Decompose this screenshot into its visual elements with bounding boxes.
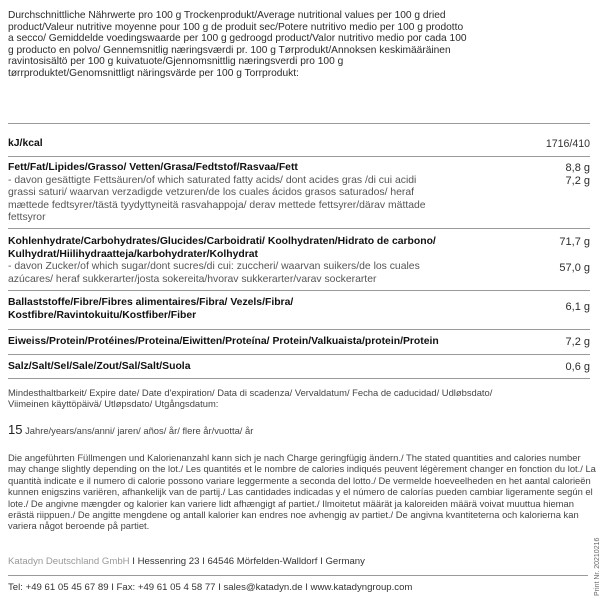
salt-row	[8, 361, 590, 374]
carbs-row	[8, 236, 590, 286]
company-name: Katadyn Deutschland GmbH	[8, 556, 130, 567]
energy-label: kJ/kcal	[8, 138, 43, 149]
intro-text: Durchschnittliche Nährwerte pro 100 g Trockenprodukt/Average nutritional values per 100 g dried product/Valeur nutritive moyenne pour 100 g de produit sec/Potere nutritivo medio per 100 g prodotto a secco/ Gemiddelde voedingswaarde per 100 g gedroogd product/Valor nutritivo medio por cada 100 g producto en polvo/ Gennemsnitlig næringsværdi pr. 100 g Tørprodukt/Annoksen keskimääräinen ravintosisältö per 100 g kuivatuote/Gjennomsnittlig næringsverdi pro 100 g tørrproduktet/Genomsnittligt näringsvärde per 100 g Torrprodukt:	[8, 10, 467, 79]
protein-label: Eiweiss/Protein/Protéines/Proteina/Eiwitten/Proteína/ Protein/Valkuaista/protein/Protein	[8, 336, 439, 347]
divider	[8, 123, 590, 124]
protein-row	[8, 336, 590, 349]
shelf-life-units: Jahre/years/ans/anni/ jaren/ años/ år/ flere år/vuotta/ år	[25, 425, 254, 436]
fat-row	[8, 162, 590, 225]
divider	[8, 378, 590, 379]
fat-label: Fett/Fat/Lipides/Grasso/ Vetten/Grasa/Fedtstof/Rasvaa/Fett	[8, 162, 298, 173]
company-address	[8, 556, 588, 568]
print-number: Print Nr. 20210216	[594, 537, 601, 596]
carbs-value: 71,7 g	[559, 236, 590, 248]
protein-value: 7,2 g	[565, 336, 590, 348]
carbs-label: Kohlenhydrate/Carbohydrates/Glucides/Carboidrati/ Koolhydraten/Hidrato de carbono/ Kulhydrat/Hiilihydraatteja/karbohydrater/Kolhydrat	[8, 236, 436, 260]
sugar-value: 57,0 g	[559, 262, 590, 274]
divider	[8, 156, 590, 157]
sugar-label: - davon Zucker/of which sugar/dont sucres/di cui: zuccheri/ waarvan suikers/de los cuales azúcares/ heraf sukkerarter/josta sokereita/hvorav sukkerarter/varav sockerarter	[8, 261, 420, 285]
saturated-fat-value: 7,2 g	[565, 175, 590, 187]
divider	[8, 228, 590, 229]
disclaimer-text: Die angeführten Füllmengen und Kalorienanzahl kann sich je nach Charge geringfügig ändern./ The stated quantities and calories number may change slightly depending on the lot./ Les quantités et le nombre de calories indiqués peuvent légèrement changer en fonction du lot./ La quantità indicate e il numero di calorie possono variare leggermente a seconda del lotto./ De vermelde hoeveelheden en het aantal calorieën kunnen enigszins variëren, afhankelijk van de partij./ Las cantidades indicadas y el número de calorías pueden cambiar ligeramente según el lote./ De angivne mængder og kalorier kan variere lidt afhængigt af partiet./ Ilmoitetut määrät ja kaloreiden määrä voivat muuttua hieman erästä riippuen./ De angitte mengdene og antall kalorier kan endres noe avhengig av partiet./ De angivna kvantiteterna och kalorierna kan variera något beroende på partiet.	[8, 452, 596, 532]
fibre-row	[8, 297, 590, 322]
fibre-label: Ballaststoffe/Fibre/Fibres alimentaires/Fibra/ Vezels/Fibra/ Kostfibre/Ravintokuitu/Kostfiber/Fiber	[8, 297, 294, 321]
address-text: I Hessenring 23 I 64546 Mörfelden-Walldorf I Germany	[129, 556, 365, 567]
fat-value: 8,8 g	[565, 162, 590, 174]
saturated-fat-label: - davon gesättigte Fettsäuren/of which saturated fatty acids/ dont acides gras /di cui acidi grassi saturi/ waarvan verzadigde vetzuren/de los cuales ácidos grasos saturados/ heraf mættede fedtsyrer/tästä tyydyttyneitä rasvahappoja/ derav mettede fettsyrer/därav mättade fettsyror	[8, 174, 426, 224]
divider	[8, 354, 590, 355]
energy-row	[8, 138, 590, 151]
energy-value: 1716/410	[545, 138, 590, 150]
footer-divider	[8, 575, 588, 576]
salt-label: Salz/Salt/Sel/Sale/Zout/Sal/Salt/Suola	[8, 361, 191, 372]
shelf-life	[8, 424, 598, 436]
shelf-life-label: Mindesthaltbarkeit/ Expire date/ Date d'expiration/ Data di scadenza/ Vervaldatum/ Fecha de caducidad/ Udløbsdato/ Viimeinen käyttöpäivä/ Utløpsdato/ Utgångsdatum:	[8, 387, 493, 410]
divider	[8, 290, 590, 291]
contact-info: Tel: +49 61 05 45 67 89 I Fax: +49 61 05 4 58 77 I sales@katadyn.de I www.katadyngroup.com	[8, 582, 413, 593]
shelf-life-value: 15	[8, 422, 23, 437]
fibre-value: 6,1 g	[565, 301, 590, 313]
divider	[8, 329, 590, 330]
salt-value: 0,6 g	[565, 361, 590, 373]
